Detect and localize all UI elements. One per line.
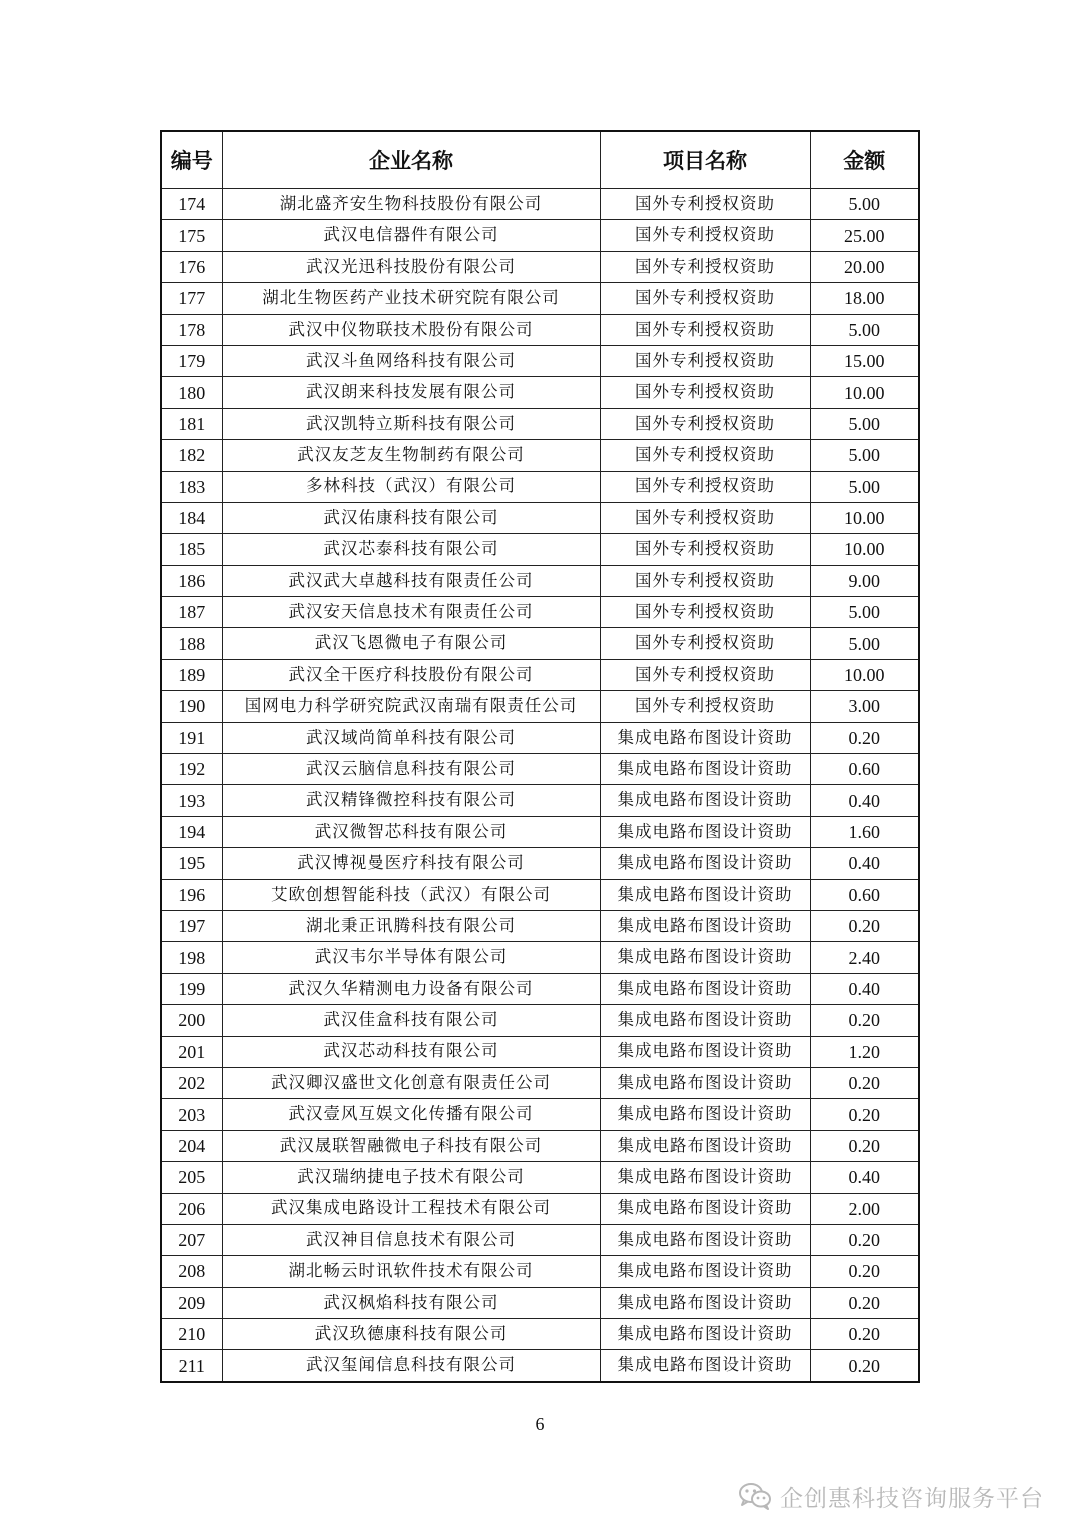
table-row bbox=[161, 1099, 919, 1130]
row-number: 187 bbox=[161, 597, 222, 628]
company-name-cell: 武汉微智芯科技有限公司 bbox=[222, 816, 600, 847]
table-row bbox=[161, 910, 919, 941]
project-name-cell: 集成电路布图设计资助 bbox=[600, 879, 810, 910]
row-number: 206 bbox=[161, 1193, 222, 1224]
table-row bbox=[161, 1287, 919, 1318]
row-number: 197 bbox=[161, 910, 222, 941]
row-number: 210 bbox=[161, 1319, 222, 1350]
table-row bbox=[161, 1256, 919, 1287]
company-name-cell: 武汉精锋微控科技有限公司 bbox=[222, 785, 600, 816]
row-number: 203 bbox=[161, 1099, 222, 1130]
table-row bbox=[161, 942, 919, 973]
company-name-cell: 武汉武大卓越科技有限责任公司 bbox=[222, 565, 600, 596]
company-name-cell: 武汉斗鱼网络科技有限公司 bbox=[222, 345, 600, 376]
table-row bbox=[161, 628, 919, 659]
project-name-cell: 国外专利授权资助 bbox=[600, 440, 810, 471]
row-number: 188 bbox=[161, 628, 222, 659]
table-row bbox=[161, 597, 919, 628]
company-name-cell: 武汉玺闻信息科技有限公司 bbox=[222, 1350, 600, 1382]
company-name-cell: 艾欧创想智能科技（武汉）有限公司 bbox=[222, 879, 600, 910]
amount-cell: 0.20 bbox=[810, 1067, 919, 1098]
row-number: 177 bbox=[161, 283, 222, 314]
table-row bbox=[161, 345, 919, 376]
table-row bbox=[161, 1130, 919, 1161]
amount-cell: 5.00 bbox=[810, 408, 919, 439]
project-name-cell: 国外专利授权资助 bbox=[600, 659, 810, 690]
table-row bbox=[161, 1036, 919, 1067]
table-row bbox=[161, 754, 919, 785]
project-name-cell: 集成电路布图设计资助 bbox=[600, 785, 810, 816]
company-name-cell: 国网电力科学研究院武汉南瑞有限责任公司 bbox=[222, 691, 600, 722]
amount-cell: 0.20 bbox=[810, 1350, 919, 1382]
company-name-cell: 湖北生物医药产业技术研究院有限公司 bbox=[222, 283, 600, 314]
table-row bbox=[161, 1005, 919, 1036]
row-number: 185 bbox=[161, 534, 222, 565]
table-row bbox=[161, 659, 919, 690]
project-name-cell: 集成电路布图设计资助 bbox=[600, 1130, 810, 1161]
table-row bbox=[161, 691, 919, 722]
amount-cell: 0.20 bbox=[810, 1130, 919, 1161]
row-number: 202 bbox=[161, 1067, 222, 1098]
amount-cell: 15.00 bbox=[810, 345, 919, 376]
row-number: 184 bbox=[161, 502, 222, 533]
table-row bbox=[161, 502, 919, 533]
row-number: 196 bbox=[161, 879, 222, 910]
row-number: 178 bbox=[161, 314, 222, 345]
amount-cell: 10.00 bbox=[810, 377, 919, 408]
row-number: 193 bbox=[161, 785, 222, 816]
project-name-cell: 集成电路布图设计资助 bbox=[600, 910, 810, 941]
project-name-cell: 集成电路布图设计资助 bbox=[600, 1036, 810, 1067]
amount-cell: 3.00 bbox=[810, 691, 919, 722]
amount-cell: 10.00 bbox=[810, 534, 919, 565]
table-row bbox=[161, 785, 919, 816]
project-name-cell: 集成电路布图设计资助 bbox=[600, 973, 810, 1004]
company-name-cell: 武汉云脑信息科技有限公司 bbox=[222, 754, 600, 785]
amount-cell: 0.20 bbox=[810, 1319, 919, 1350]
wechat-icon bbox=[738, 1482, 772, 1510]
amount-cell: 2.40 bbox=[810, 942, 919, 973]
header-number: 编号 bbox=[161, 131, 222, 189]
row-number: 179 bbox=[161, 345, 222, 376]
company-name-cell: 武汉韦尔半导体有限公司 bbox=[222, 942, 600, 973]
company-name-cell: 武汉域尚简单科技有限公司 bbox=[222, 722, 600, 753]
row-number: 176 bbox=[161, 251, 222, 282]
row-number: 174 bbox=[161, 189, 222, 220]
company-name-cell: 武汉卿汉盛世文化创意有限责任公司 bbox=[222, 1067, 600, 1098]
row-number: 205 bbox=[161, 1162, 222, 1193]
project-name-cell: 集成电路布图设计资助 bbox=[600, 1350, 810, 1382]
company-name-cell: 武汉中仪物联技术股份有限公司 bbox=[222, 314, 600, 345]
page-number: 6 bbox=[535, 1414, 545, 1434]
amount-cell: 0.20 bbox=[810, 1005, 919, 1036]
row-number: 199 bbox=[161, 973, 222, 1004]
table-row bbox=[161, 251, 919, 282]
amount-cell: 0.20 bbox=[810, 1256, 919, 1287]
row-number: 195 bbox=[161, 848, 222, 879]
table-row bbox=[161, 879, 919, 910]
amount-cell: 5.00 bbox=[810, 471, 919, 502]
project-name-cell: 集成电路布图设计资助 bbox=[600, 1224, 810, 1255]
row-number: 190 bbox=[161, 691, 222, 722]
company-name-cell: 武汉壹风互娱文化传播有限公司 bbox=[222, 1099, 600, 1130]
company-name-cell: 武汉集成电路设计工程技术有限公司 bbox=[222, 1193, 600, 1224]
amount-cell: 0.60 bbox=[810, 754, 919, 785]
row-number: 183 bbox=[161, 471, 222, 502]
table-row bbox=[161, 722, 919, 753]
company-name-cell: 多林科技（武汉）有限公司 bbox=[222, 471, 600, 502]
project-name-cell: 国外专利授权资助 bbox=[600, 597, 810, 628]
project-name-cell: 国外专利授权资助 bbox=[600, 220, 810, 251]
project-name-cell: 国外专利授权资助 bbox=[600, 251, 810, 282]
amount-cell: 0.40 bbox=[810, 848, 919, 879]
company-name-cell: 湖北秉正讯腾科技有限公司 bbox=[222, 910, 600, 941]
amount-cell: 2.00 bbox=[810, 1193, 919, 1224]
project-name-cell: 国外专利授权资助 bbox=[600, 628, 810, 659]
project-name-cell: 国外专利授权资助 bbox=[600, 691, 810, 722]
project-name-cell: 国外专利授权资助 bbox=[600, 534, 810, 565]
row-number: 180 bbox=[161, 377, 222, 408]
project-name-cell: 集成电路布图设计资助 bbox=[600, 754, 810, 785]
table-row bbox=[161, 440, 919, 471]
project-name-cell: 国外专利授权资助 bbox=[600, 189, 810, 220]
amount-cell: 0.60 bbox=[810, 879, 919, 910]
table-row bbox=[161, 973, 919, 1004]
project-name-cell: 国外专利授权资助 bbox=[600, 377, 810, 408]
project-name-cell: 国外专利授权资助 bbox=[600, 283, 810, 314]
project-name-cell: 集成电路布图设计资助 bbox=[600, 1067, 810, 1098]
project-name-cell: 集成电路布图设计资助 bbox=[600, 1319, 810, 1350]
company-name-cell: 武汉佳盒科技有限公司 bbox=[222, 1005, 600, 1036]
table-row bbox=[161, 1350, 919, 1382]
project-name-cell: 集成电路布图设计资助 bbox=[600, 942, 810, 973]
row-number: 192 bbox=[161, 754, 222, 785]
company-name-cell: 湖北畅云时讯软件技术有限公司 bbox=[222, 1256, 600, 1287]
project-name-cell: 集成电路布图设计资助 bbox=[600, 1005, 810, 1036]
amount-cell: 25.00 bbox=[810, 220, 919, 251]
row-number: 198 bbox=[161, 942, 222, 973]
watermark bbox=[738, 1476, 1044, 1516]
company-name-cell: 武汉凯特立斯科技有限公司 bbox=[222, 408, 600, 439]
watermark-text: 企创惠科技咨询服务平台 bbox=[780, 1485, 1044, 1512]
table-row bbox=[161, 314, 919, 345]
project-name-cell: 国外专利授权资助 bbox=[600, 408, 810, 439]
project-name-cell: 集成电路布图设计资助 bbox=[600, 1287, 810, 1318]
amount-cell: 0.20 bbox=[810, 1287, 919, 1318]
amount-cell: 20.00 bbox=[810, 251, 919, 282]
project-name-cell: 国外专利授权资助 bbox=[600, 345, 810, 376]
table-row bbox=[161, 565, 919, 596]
row-number: 200 bbox=[161, 1005, 222, 1036]
header-amount: 金额 bbox=[810, 131, 919, 189]
table-row bbox=[161, 1224, 919, 1255]
company-name-cell: 武汉芯泰科技有限公司 bbox=[222, 534, 600, 565]
company-name-cell: 武汉光迅科技股份有限公司 bbox=[222, 251, 600, 282]
amount-cell: 5.00 bbox=[810, 628, 919, 659]
amount-cell: 1.60 bbox=[810, 816, 919, 847]
project-name-cell: 集成电路布图设计资助 bbox=[600, 848, 810, 879]
table-row bbox=[161, 408, 919, 439]
row-number: 175 bbox=[161, 220, 222, 251]
amount-cell: 0.20 bbox=[810, 1224, 919, 1255]
row-number: 207 bbox=[161, 1224, 222, 1255]
company-name-cell: 武汉玖德康科技有限公司 bbox=[222, 1319, 600, 1350]
project-name-cell: 集成电路布图设计资助 bbox=[600, 1099, 810, 1130]
project-name-cell: 集成电路布图设计资助 bbox=[600, 1193, 810, 1224]
table-row bbox=[161, 471, 919, 502]
project-name-cell: 国外专利授权资助 bbox=[600, 314, 810, 345]
company-name-cell: 武汉晟联智融微电子科技有限公司 bbox=[222, 1130, 600, 1161]
amount-cell: 1.20 bbox=[810, 1036, 919, 1067]
table-header bbox=[161, 131, 919, 189]
amount-cell: 5.00 bbox=[810, 440, 919, 471]
amount-cell: 5.00 bbox=[810, 314, 919, 345]
company-name-cell: 武汉久华精测电力设备有限公司 bbox=[222, 973, 600, 1004]
table-row bbox=[161, 848, 919, 879]
project-name-cell: 国外专利授权资助 bbox=[600, 471, 810, 502]
row-number: 208 bbox=[161, 1256, 222, 1287]
table-row bbox=[161, 1067, 919, 1098]
amount-cell: 0.40 bbox=[810, 785, 919, 816]
row-number: 186 bbox=[161, 565, 222, 596]
table-body bbox=[161, 189, 919, 1382]
table-row bbox=[161, 1193, 919, 1224]
project-name-cell: 国外专利授权资助 bbox=[600, 502, 810, 533]
table-row bbox=[161, 816, 919, 847]
company-name-cell: 武汉全干医疗科技股份有限公司 bbox=[222, 659, 600, 690]
amount-cell: 0.20 bbox=[810, 722, 919, 753]
table-row bbox=[161, 220, 919, 251]
company-name-cell: 武汉瑞纳捷电子技术有限公司 bbox=[222, 1162, 600, 1193]
amount-cell: 10.00 bbox=[810, 659, 919, 690]
amount-cell: 0.20 bbox=[810, 910, 919, 941]
table-row bbox=[161, 1319, 919, 1350]
company-name-cell: 武汉芯动科技有限公司 bbox=[222, 1036, 600, 1067]
table-row bbox=[161, 189, 919, 220]
amount-cell: 0.40 bbox=[810, 973, 919, 1004]
amount-cell: 18.00 bbox=[810, 283, 919, 314]
table-row bbox=[161, 1162, 919, 1193]
header-company-name: 企业名称 bbox=[222, 131, 600, 189]
row-number: 182 bbox=[161, 440, 222, 471]
table-row bbox=[161, 377, 919, 408]
row-number: 189 bbox=[161, 659, 222, 690]
header-project-name: 项目名称 bbox=[600, 131, 810, 189]
amount-cell: 10.00 bbox=[810, 502, 919, 533]
company-name-cell: 武汉朗来科技发展有限公司 bbox=[222, 377, 600, 408]
table-row bbox=[161, 283, 919, 314]
company-name-cell: 武汉神目信息技术有限公司 bbox=[222, 1224, 600, 1255]
row-number: 204 bbox=[161, 1130, 222, 1161]
company-name-cell: 武汉电信器件有限公司 bbox=[222, 220, 600, 251]
company-name-cell: 武汉友芝友生物制药有限公司 bbox=[222, 440, 600, 471]
project-name-cell: 集成电路布图设计资助 bbox=[600, 722, 810, 753]
amount-cell: 9.00 bbox=[810, 565, 919, 596]
row-number: 201 bbox=[161, 1036, 222, 1067]
project-name-cell: 国外专利授权资助 bbox=[600, 565, 810, 596]
table-row bbox=[161, 534, 919, 565]
company-name-cell: 武汉枫焰科技有限公司 bbox=[222, 1287, 600, 1318]
row-number: 191 bbox=[161, 722, 222, 753]
company-name-cell: 湖北盛齐安生物科技股份有限公司 bbox=[222, 189, 600, 220]
company-name-cell: 武汉安天信息技术有限责任公司 bbox=[222, 597, 600, 628]
amount-cell: 0.20 bbox=[810, 1099, 919, 1130]
project-name-cell: 集成电路布图设计资助 bbox=[600, 1162, 810, 1193]
company-name-cell: 武汉飞恩微电子有限公司 bbox=[222, 628, 600, 659]
amount-cell: 5.00 bbox=[810, 597, 919, 628]
company-name-cell: 武汉博视曼医疗科技有限公司 bbox=[222, 848, 600, 879]
project-name-cell: 集成电路布图设计资助 bbox=[600, 816, 810, 847]
amount-cell: 5.00 bbox=[810, 189, 919, 220]
company-name-cell: 武汉佑康科技有限公司 bbox=[222, 502, 600, 533]
header-row bbox=[161, 131, 919, 189]
amount-cell: 0.40 bbox=[810, 1162, 919, 1193]
row-number: 211 bbox=[161, 1350, 222, 1382]
row-number: 209 bbox=[161, 1287, 222, 1318]
row-number: 194 bbox=[161, 816, 222, 847]
funding-table bbox=[160, 130, 920, 1383]
project-name-cell: 集成电路布图设计资助 bbox=[600, 1256, 810, 1287]
row-number: 181 bbox=[161, 408, 222, 439]
